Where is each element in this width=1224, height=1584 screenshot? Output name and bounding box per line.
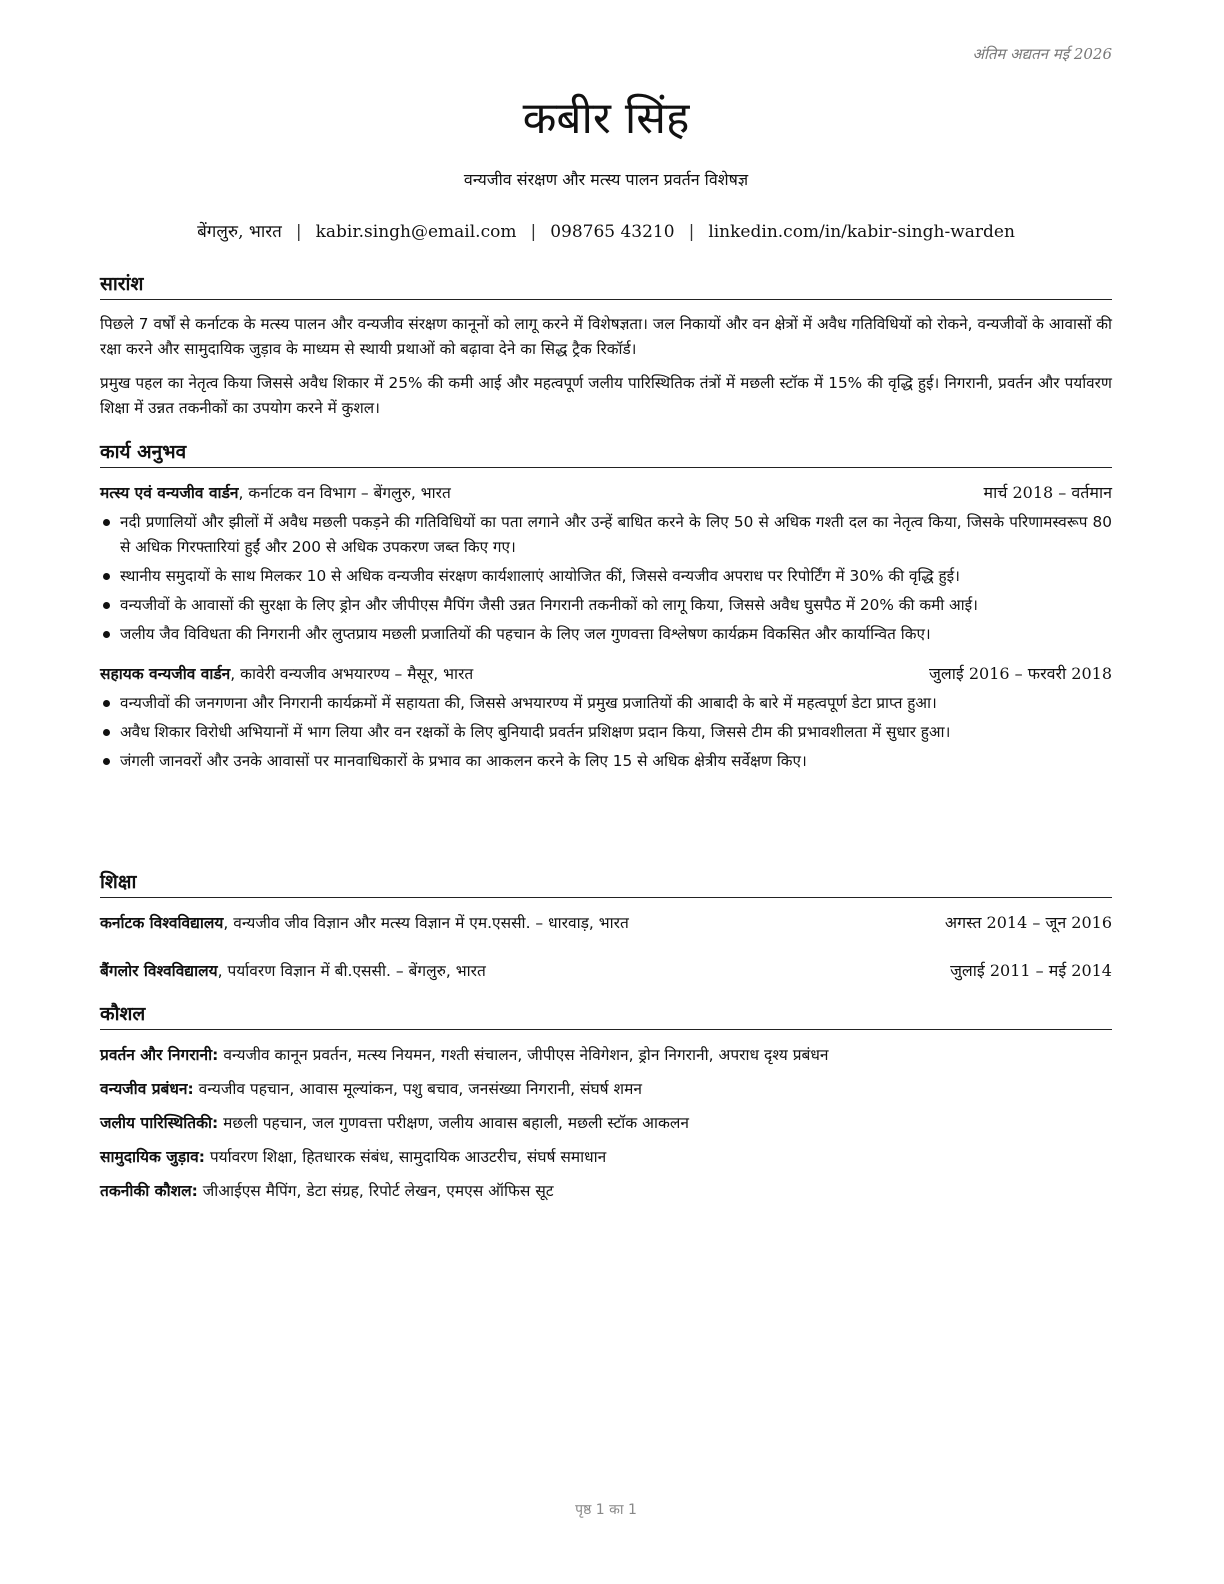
section-title-experience: कार्य अनुभव	[100, 438, 1112, 468]
job-bullet	[100, 720, 1112, 745]
bullet-text: स्थानीय समुदायों के साथ मिलकर 10 से अधिक वन्यजीव संरक्षण कार्यशालाएं आयोजित कीं, जिससे वन्यजीव अपराध पर रिपोर्टिंग में 30% की वृद्धि हुई।	[120, 567, 960, 585]
job-entry	[100, 480, 1112, 647]
contact-line	[100, 219, 1112, 242]
skills-list	[100, 1038, 1112, 1208]
job-dates: जुलाई 2016 – फरवरी 2018	[929, 664, 1112, 683]
job-org: , कर्नाटक वन विभाग – बेंगलुरु, भारत	[238, 484, 451, 502]
job-bullet	[100, 593, 1112, 618]
resume-page	[100, 0, 1112, 1584]
bullet-icon	[103, 573, 110, 580]
section-title-skills: कौशल	[100, 1000, 1112, 1030]
job-dates: मार्च 2018 – वर्तमान	[983, 483, 1112, 502]
job-role: सहायक वन्यजीव वार्डन	[100, 665, 231, 683]
bullet-icon	[103, 729, 110, 736]
contact-email[interactable]: kabir.singh@email.com	[315, 222, 517, 242]
skill-value: पर्यावरण शिक्षा, हितधारक संबंध, सामुदायिक आउटरीच, संघर्ष समाधान	[204, 1148, 607, 1166]
contact-separator: |	[530, 222, 537, 242]
education-section	[100, 868, 1112, 984]
summary-paragraph: प्रमुख पहल का नेतृत्व किया जिससे अवैध शिकार में 25% की कमी आई और महत्वपूर्ण जलीय पारिस्थितिक तंत्रों में मछली स्टॉक में 15% की वृद्धि हुई। निगरानी, प्रवर्तन और पर्यावरण शिक्षा में उन्नत तकनीकों का उपयोग करने में कुशल।	[100, 374, 1112, 417]
skill-line	[100, 1072, 1112, 1106]
skill-value: मछली पहचान, जल गुणवत्ता परीक्षण, जलीय आवास बहाली, मछली स्टॉक आकलन	[218, 1114, 689, 1132]
skill-value: जीआईएस मैपिंग, डेटा संग्रह, रिपोर्ट लेखन, एमएस ऑफिस सूट	[197, 1182, 554, 1200]
skill-line	[100, 1140, 1112, 1174]
job-bullet	[100, 564, 1112, 589]
bullet-icon	[103, 519, 110, 526]
bullet-text: वन्यजीवों के आवासों की सुरक्षा के लिए ड्रोन और जीपीएस मैपिंग जैसी उन्नत निगरानी तकनीकों को लागू किया, जिससे अवैध घुसपैठ में 20% की कमी आई।	[120, 596, 978, 614]
section-title-summary: सारांश	[100, 270, 1112, 300]
bullet-text: अवैध शिकार विरोधी अभियानों में भाग लिया और वन रक्षकों के लिए बुनियादी प्रवर्तन प्रशिक्षण प्रदान किया, जिससे टीम की प्रभावशीलता में सुधार हुआ।	[120, 723, 951, 741]
education-entry	[100, 958, 1112, 984]
skill-label: वन्यजीव प्रबंधन:	[100, 1080, 194, 1098]
education-dates: अगस्त 2014 – जून 2016	[944, 913, 1112, 932]
education-entry	[100, 910, 1112, 936]
education-detail: , पर्यावरण विज्ञान में बी.एससी. – बेंगलुरु, भारत	[217, 962, 486, 980]
bullet-text: वन्यजीवों की जनगणना और निगरानी कार्यक्रमों में सहायता की, जिससे अभयारण्य में प्रमुख प्रजातियों की आबादी के बारे में महत्वपूर्ण डेटा प्राप्त हुआ।	[120, 694, 937, 712]
contact-phone: 098765 43210	[550, 222, 675, 242]
education-school: कर्नाटक विश्वविद्यालय	[100, 914, 224, 932]
contact-linkedin[interactable]: linkedin.com/in/kabir-singh-warden	[708, 222, 1015, 242]
skill-label: जलीय पारिस्थितिकी:	[100, 1114, 219, 1132]
job-entry	[100, 661, 1112, 774]
skill-line	[100, 1174, 1112, 1208]
skill-line	[100, 1106, 1112, 1140]
contact-location: बेंगलुरु, भारत	[197, 222, 282, 242]
job-header	[100, 661, 1112, 687]
job-header	[100, 480, 1112, 506]
job-bullet	[100, 749, 1112, 774]
section-title-education: शिक्षा	[100, 868, 1112, 898]
bullet-icon	[103, 631, 110, 638]
bullet-text: जलीय जैव विविधता की निगरानी और लुप्तप्राय मछली प्रजातियों की पहचान के लिए जल गुणवत्ता विश्लेषण कार्यक्रम विकसित और कार्यान्वित किए।	[120, 625, 931, 643]
skill-label: तकनीकी कौशल:	[100, 1182, 198, 1200]
job-org: , कावेरी वन्यजीव अभयारण्य – मैसूर, भारत	[230, 665, 474, 683]
bullet-text: नदी प्रणालियों और झीलों में अवैध मछली पकड़ने की गतिविधियों का पता लगाने और उन्हें बाधित करने के लिए 50 से अधिक गश्ती दल का नेतृत्व किया, जिसके परिणामस्वरूप 80 से अधिक गिरफ्तारियां हुईं और 200 से अधिक उपकरण जब्त किए गए।	[120, 513, 1112, 556]
job-role: मत्स्य एवं वन्यजीव वार्डन	[100, 484, 239, 502]
skill-value: वन्यजीव कानून प्रवर्तन, मत्स्य नियमन, गश्ती संचालन, जीपीएस नेविगेशन, ड्रोन निगरानी, अपराध दृश्य प्रबंधन	[218, 1046, 829, 1064]
bullet-text: जंगली जानवरों और उनके आवासों पर मानवाधिकारों के प्रभाव का आकलन करने के लिए 15 से अधिक क्षेत्रीय सर्वेक्षण किए।	[120, 752, 807, 770]
summary-section	[100, 270, 1112, 421]
skill-value: वन्यजीव पहचान, आवास मूल्यांकन, पशु बचाव, जनसंख्या निगरानी, संघर्ष शमन	[193, 1080, 642, 1098]
job-bullet	[100, 510, 1112, 560]
job-bullets	[100, 510, 1112, 647]
skill-label: प्रवर्तन और निगरानी:	[100, 1046, 219, 1064]
bullet-icon	[103, 602, 110, 609]
job-bullet	[100, 691, 1112, 716]
education-detail: , वन्यजीव जीव विज्ञान और मत्स्य विज्ञान में एम.एससी. – धारवाड़, भारत	[223, 914, 629, 932]
education-school: बैंगलोर विश्वविद्यालय	[100, 962, 218, 980]
last-updated: अंतिम अद्यतन मई 2026	[972, 45, 1112, 63]
skill-line	[100, 1038, 1112, 1072]
tagline: वन्यजीव संरक्षण और मत्स्य पालन प्रवर्तन विशेषज्ञ	[463, 170, 749, 189]
contact-separator: |	[295, 222, 302, 242]
bullet-icon	[103, 700, 110, 707]
skill-label: सामुदायिक जुड़ाव:	[100, 1148, 205, 1166]
page-number: पृष्ठ 1 का 1	[575, 1502, 637, 1518]
job-bullets	[100, 691, 1112, 774]
contact-separator: |	[688, 222, 695, 242]
skills-section	[100, 1000, 1112, 1208]
summary-paragraph: पिछले 7 वर्षों से कर्नाटक के मत्स्य पालन और वन्यजीव संरक्षण कानूनों को लागू करने में विशेषज्ञता। जल निकायों और वन क्षेत्रों में अवैध गतिविधियों को रोकने, वन्यजीवों के आवासों की रक्षा करने और सामुदायिक जुड़ाव के माध्यम से स्थायी प्रथाओं को बढ़ावा देने का सिद्ध ट्रैक रिकॉर्ड।	[100, 315, 1112, 358]
education-dates: जुलाई 2011 – मई 2014	[950, 961, 1112, 980]
experience-section	[100, 438, 1112, 778]
bullet-icon	[103, 758, 110, 765]
candidate-name: कबीर सिंह	[522, 93, 690, 144]
job-bullet	[100, 622, 1112, 647]
